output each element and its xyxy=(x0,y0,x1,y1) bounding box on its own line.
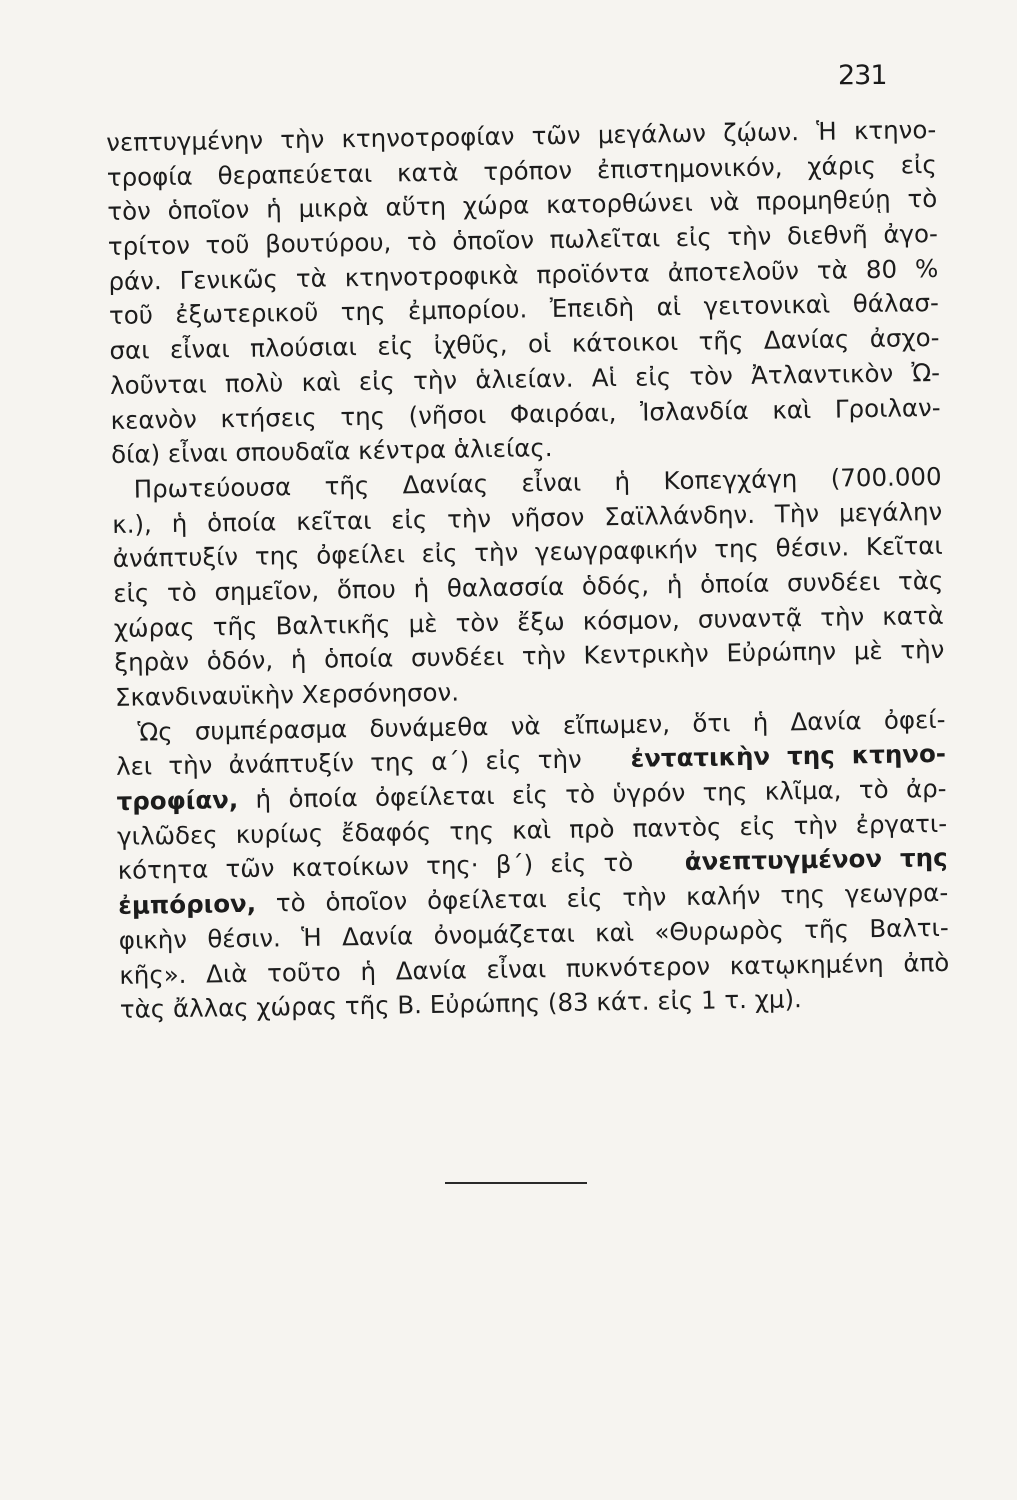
emphasis-text: τροφίαν, xyxy=(116,785,239,816)
text-line: χώρας τῆς Βαλτικῆς μὲ τὸν ἔξω κόσμον, συναντᾷ τὴν κατὰ xyxy=(113,600,945,643)
text-line: δία) εἶναι σπουδαῖα κέντρα ἁλιείας. xyxy=(110,433,553,470)
text-line: φικὴν θέσιν. Ἡ Δανία ὀνομάζεται καὶ «Θυρωρὸς τῆς Βαλτι- xyxy=(118,912,949,955)
text-line: λοῦνται πολὺ καὶ εἰς τὴν ἁλιείαν. Αἱ εἰς τὸν Ἀτλαντικὸν Ὠ- xyxy=(109,357,941,400)
emphasis-text: ἐμπόριον, xyxy=(118,888,257,921)
page-number: 231 xyxy=(838,60,887,91)
body-text xyxy=(106,113,950,1028)
text-line: ξηρὰν ὁδόν, ἡ ὁποία συνδέει τὴν Κεντρικὴν Εὐρώπην μὲ τὴν xyxy=(114,635,945,678)
section-divider xyxy=(445,1182,587,1184)
text-line: Πρωτεύουσα τῆς Δανίας εἶναι ἡ Κοπεγχάγη (700.000 xyxy=(133,461,942,504)
text-line: τὸν ὁποῖον ἡ μικρὰ αὕτη χώρα κατορθώνει νὰ προμηθεύῃ τὸ xyxy=(107,184,938,227)
text-line: τροφία θεραπεύεται κατὰ τρόπον ἐπιστημονικόν, χάρις εἰς xyxy=(106,149,937,192)
text-segment: κότητα τῶν κατοίκων της· β΄) εἰς τὸ xyxy=(117,848,634,886)
text-line: τοῦ ἐξωτερικοῦ της ἐμπορίου. Ἐπειδὴ αἱ γειτονικαὶ θάλασ- xyxy=(108,288,940,331)
text-line: σαι εἶναι πλούσιαι εἰς ἰχθῦς, οἱ κάτοικοι τῆς Δανίας ἀσχο- xyxy=(109,323,940,366)
text-line: κ.), ἡ ὁποία κεῖται εἰς τὴν νῆσον Σαϊλλάνδην. Τὴν μεγάλην xyxy=(112,496,943,539)
text-segment: τὸ ὁποῖον ὀφείλεται εἰς τὴν καλήν της γεωγρα- xyxy=(275,877,949,918)
text-segment: λει τὴν ἀνάπτυξίν της α΄) εἰς τὴν xyxy=(115,744,582,782)
text-line: γιλῶδες κυρίως ἔδαφός της καὶ πρὸ παντὸς εἰς τὴν ἐργατι- xyxy=(116,808,948,851)
emphasis-text: ἀνεπτυγμένον της xyxy=(684,843,948,877)
text-line: εἰς τὸ σημεῖον, ὅπου ἡ θαλασσία ὁδός, ἡ ὁποία συνδέει τὰς xyxy=(113,565,944,608)
text-line: κῆς». Διὰ τοῦτο ἡ Δανία εἶναι πυκνότερον κατῳκημένη ἀπὸ xyxy=(119,947,950,990)
text-line: τὰς ἄλλας χώρας τῆς Β. Εὐρώπης (83 κάτ. εἰς 1 τ. χμ). xyxy=(119,984,803,1025)
text-segment: ἡ ὁποία ὀφείλεται εἰς τὸ ὑγρόν της κλῖμα, τὸ ἀρ- xyxy=(255,773,947,814)
text-line: Ὡς συμπέρασμα δυνάμεθα νὰ εἴπωμεν, ὅτι ἡ Δανία ὀφεί- xyxy=(137,704,946,747)
text-line: κεανὸν κτήσεις της (νῆσοι Φαιρόαι, Ἰσλανδία καὶ Γροιλαν- xyxy=(110,392,941,435)
text-line: ἀνάπτυξίν της ὀφείλει εἰς τὴν γεωγραφικήν της θέσιν. Κεῖται xyxy=(112,531,943,574)
text-line: τρίτον τοῦ βουτύρου, τὸ ὁποῖον πωλεῖται εἰς τὴν διεθνῆ ἀγο- xyxy=(107,219,939,262)
text-line: Σκανδιναυϊκὴν Χερσόνησον. xyxy=(114,677,460,712)
text-line: νεπτυγμένην τὴν κτηνοτροφίαν τῶν μεγάλων ζῴων. Ἡ κτηνο- xyxy=(106,114,937,157)
emphasis-text: ἐντατικὴν της κτηνο- xyxy=(630,739,947,774)
text-line: ράν. Γενικῶς τὰ κτηνοτροφικὰ προϊόντα ἀποτελοῦν τὰ 80 % xyxy=(108,253,939,296)
